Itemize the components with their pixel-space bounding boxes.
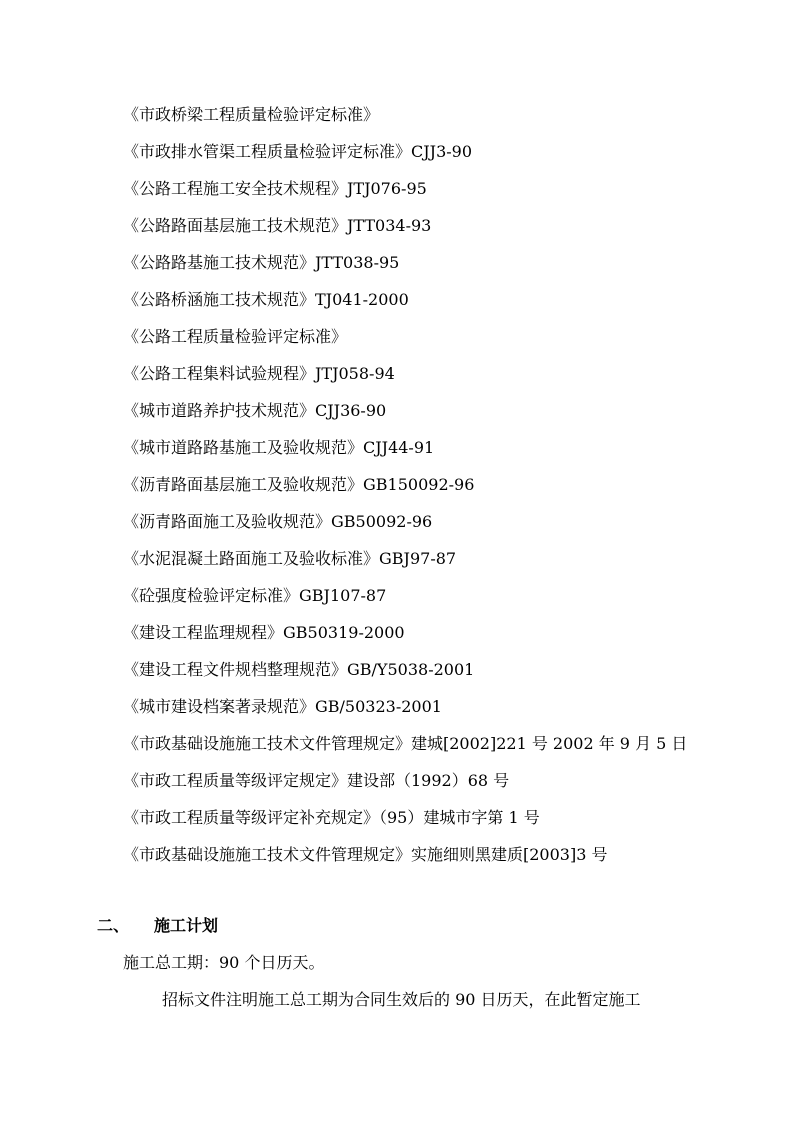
standard-item: 《建设工程监理规程》GB50319-2000	[123, 623, 405, 642]
total-period-text: 施工总工期：90 个日历天。	[123, 953, 325, 972]
standard-item: 《公路桥涵施工技术规范》TJ041-2000	[123, 290, 409, 309]
section-title: 施工计划	[154, 916, 219, 935]
standard-item: 《市政工程质量等级评定补充规定》（95）建城市字第 1 号	[123, 808, 540, 827]
standard-item: 《城市道路路基施工及验收规范》CJJ44-91	[123, 438, 435, 457]
standard-item: 《公路工程质量检验评定标准》	[123, 327, 348, 346]
body-paragraph: 招标文件注明施工总工期为合同生效后的 90 日历天，在此暂定施工	[162, 990, 641, 1009]
standard-item: 《市政基础设施施工技术文件管理规定》实施细则黑建质[2003]3 号	[123, 845, 608, 864]
standard-item: 《市政基础设施施工技术文件管理规定》建城[2002]221 号 2002 年 9 月 5 日	[123, 734, 688, 753]
section-heading	[97, 907, 218, 944]
standard-item: 《公路路面基层施工技术规范》JTT034-93	[123, 216, 432, 235]
standard-item: 《市政排水管渠工程质量检验评定标准》CJJ3-90	[123, 142, 473, 161]
standard-item: 《公路工程施工安全技术规程》JTJ076-95	[123, 179, 427, 198]
standard-item: 《城市道路养护技术规范》CJJ36-90	[123, 401, 387, 420]
standard-item: 《水泥混凝土路面施工及验收标准》GBJ97-87	[123, 549, 457, 568]
standard-item: 《砼强度检验评定标准》GBJ107-87	[123, 586, 387, 605]
standard-item: 《公路路基施工技术规范》JTT038-95	[123, 253, 400, 272]
standard-item: 《公路工程集料试验规程》JTJ058-94	[123, 364, 395, 383]
standard-item: 《建设工程文件规档整理规范》GB/Y5038-2001	[123, 660, 475, 679]
standard-item: 《沥青路面基层施工及验收规范》GB150092-96	[123, 475, 475, 494]
standard-item: 《市政工程质量等级评定规定》建设部（1992）68 号	[123, 771, 510, 790]
standard-item: 《城市建设档案著录规范》GB/50323-2001	[123, 697, 442, 716]
standard-item: 《沥青路面施工及验收规范》GB50092-96	[123, 512, 433, 531]
standard-item: 《市政桥梁工程质量检验评定标准》	[123, 105, 380, 124]
standards-list	[123, 96, 723, 873]
section-number: 二、	[97, 916, 130, 935]
